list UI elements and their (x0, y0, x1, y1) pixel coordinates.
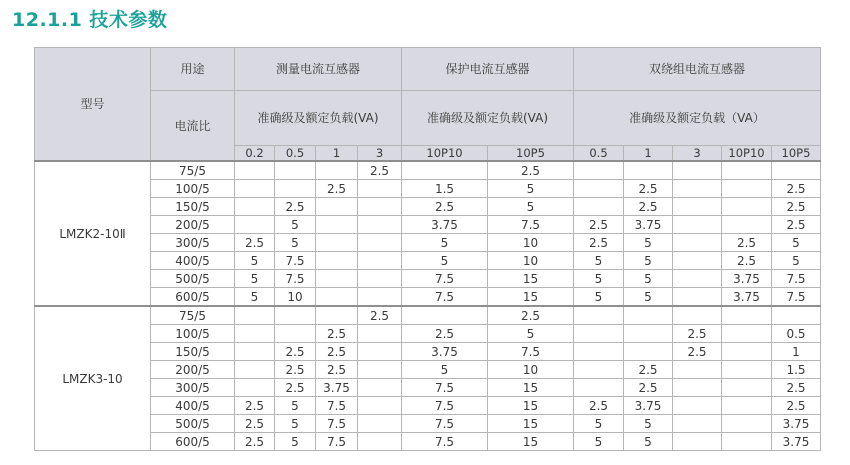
value-cell (358, 198, 402, 216)
value-cell (358, 180, 402, 198)
column-header: 0.5 (574, 146, 624, 162)
value-cell: 10 (488, 252, 574, 270)
value-cell (235, 306, 275, 325)
value-cell: 2.5 (316, 343, 358, 361)
value-cell (772, 161, 821, 180)
ratio-cell: 75/5 (151, 306, 235, 325)
value-cell: 2.5 (316, 180, 358, 198)
value-cell: 7.5 (488, 343, 574, 361)
table-row (35, 343, 821, 361)
value-cell (673, 234, 722, 252)
value-cell: 15 (488, 379, 574, 397)
table-row (35, 252, 821, 270)
table-row (35, 325, 821, 343)
header-protect-group: 保护电流互感器 (402, 48, 574, 91)
value-cell: 15 (488, 397, 574, 415)
value-cell: 2.5 (574, 397, 624, 415)
value-cell: 2.5 (235, 234, 275, 252)
column-header: 10P5 (772, 146, 821, 162)
value-cell (673, 361, 722, 379)
value-cell (235, 198, 275, 216)
column-header: 1 (624, 146, 673, 162)
value-cell: 2.5 (772, 198, 821, 216)
value-cell: 15 (488, 415, 574, 433)
value-cell: 1.5 (402, 180, 488, 198)
value-cell (235, 216, 275, 234)
value-cell (673, 216, 722, 234)
value-cell: 5 (574, 415, 624, 433)
value-cell: 5 (574, 433, 624, 451)
value-cell (722, 325, 772, 343)
value-cell: 5 (624, 270, 673, 288)
value-cell: 5 (402, 252, 488, 270)
value-cell (624, 343, 673, 361)
value-cell: 3.75 (402, 343, 488, 361)
header-accuracy-protect: 准确级及额定负载(VA) (402, 91, 574, 146)
value-cell: 7.5 (316, 433, 358, 451)
value-cell: 5 (275, 216, 316, 234)
value-cell: 3.75 (624, 216, 673, 234)
value-cell: 2.5 (235, 415, 275, 433)
value-cell: 2.5 (574, 234, 624, 252)
value-cell (673, 306, 722, 325)
value-cell (235, 361, 275, 379)
value-cell (673, 180, 722, 198)
value-cell (235, 325, 275, 343)
column-header: 1 (316, 146, 358, 162)
table-row (35, 433, 821, 451)
value-cell: 2.5 (235, 397, 275, 415)
value-cell (235, 379, 275, 397)
table-row (35, 161, 821, 180)
value-cell (358, 216, 402, 234)
value-cell (235, 343, 275, 361)
header-dual-group: 双绕组电流互感器 (574, 48, 821, 91)
value-cell: 15 (488, 433, 574, 451)
value-cell: 5 (624, 252, 673, 270)
value-cell (275, 180, 316, 198)
page-title: 12.1.1 技术参数 (12, 9, 168, 31)
value-cell (275, 325, 316, 343)
value-cell: 5 (235, 288, 275, 307)
value-cell (722, 397, 772, 415)
column-header: 10P5 (488, 146, 574, 162)
value-cell: 2.5 (235, 433, 275, 451)
value-cell (673, 433, 722, 451)
value-cell (275, 306, 316, 325)
ratio-cell: 600/5 (151, 433, 235, 451)
value-cell (624, 325, 673, 343)
table-row (35, 397, 821, 415)
value-cell: 5 (402, 234, 488, 252)
value-cell: 7.5 (316, 415, 358, 433)
header-accuracy-dual: 准确级及额定负载（VA） (574, 91, 821, 146)
value-cell (722, 216, 772, 234)
value-cell: 2.5 (772, 216, 821, 234)
value-cell (574, 379, 624, 397)
value-cell: 5 (235, 270, 275, 288)
value-cell: 2.5 (722, 234, 772, 252)
value-cell: 10 (488, 361, 574, 379)
ratio-cell: 500/5 (151, 270, 235, 288)
value-cell (673, 379, 722, 397)
value-cell (402, 306, 488, 325)
value-cell (722, 361, 772, 379)
value-cell: 7.5 (402, 433, 488, 451)
value-cell: 2.5 (488, 161, 574, 180)
value-cell: 0.5 (772, 325, 821, 343)
ratio-cell: 500/5 (151, 415, 235, 433)
value-cell: 7.5 (402, 415, 488, 433)
table-row (35, 379, 821, 397)
value-cell (358, 234, 402, 252)
value-cell (358, 433, 402, 451)
value-cell (574, 198, 624, 216)
value-cell: 7.5 (275, 270, 316, 288)
model-name: LMZK3-10 (35, 306, 151, 451)
value-cell (574, 161, 624, 180)
model-name: LMZK2-10Ⅱ (35, 161, 151, 306)
value-cell: 2.5 (624, 180, 673, 198)
value-cell (722, 198, 772, 216)
value-cell (722, 379, 772, 397)
value-cell (358, 397, 402, 415)
table-row (35, 270, 821, 288)
value-cell (235, 161, 275, 180)
column-header: 0.5 (275, 146, 316, 162)
ratio-cell: 300/5 (151, 234, 235, 252)
value-cell: 5 (624, 234, 673, 252)
value-cell: 7.5 (402, 288, 488, 307)
ratio-cell: 200/5 (151, 216, 235, 234)
value-cell: 5 (574, 270, 624, 288)
value-cell (673, 415, 722, 433)
value-cell: 2.5 (673, 343, 722, 361)
value-cell: 7.5 (402, 397, 488, 415)
table-row (35, 415, 821, 433)
value-cell (316, 161, 358, 180)
value-cell (574, 361, 624, 379)
value-cell (316, 288, 358, 307)
value-cell: 7.5 (316, 397, 358, 415)
value-cell (722, 415, 772, 433)
value-cell (772, 306, 821, 325)
table-row (35, 234, 821, 252)
value-cell (673, 270, 722, 288)
value-cell (673, 252, 722, 270)
value-cell (316, 306, 358, 325)
value-cell (316, 234, 358, 252)
value-cell: 2.5 (772, 180, 821, 198)
table-row (35, 306, 821, 325)
value-cell: 2.5 (402, 198, 488, 216)
ratio-cell: 150/5 (151, 343, 235, 361)
ratio-cell: 600/5 (151, 288, 235, 307)
value-cell (574, 343, 624, 361)
table-row (35, 216, 821, 234)
value-cell (316, 270, 358, 288)
value-cell: 5 (488, 180, 574, 198)
value-cell: 2.5 (275, 379, 316, 397)
value-cell: 15 (488, 288, 574, 307)
value-cell (402, 161, 488, 180)
value-cell: 5 (624, 415, 673, 433)
ratio-cell: 300/5 (151, 379, 235, 397)
value-cell: 15 (488, 270, 574, 288)
column-header: 10P10 (722, 146, 772, 162)
value-cell: 2.5 (275, 198, 316, 216)
value-cell: 7.5 (402, 379, 488, 397)
header-accuracy-measure: 准确级及额定负载(VA) (235, 91, 402, 146)
value-cell: 5 (574, 252, 624, 270)
column-header: 10P10 (402, 146, 488, 162)
value-cell: 5 (235, 252, 275, 270)
value-cell (673, 397, 722, 415)
ratio-cell: 100/5 (151, 325, 235, 343)
value-cell: 2.5 (488, 306, 574, 325)
column-header: 3 (358, 146, 402, 162)
value-cell: 10 (488, 234, 574, 252)
value-cell: 3.75 (722, 270, 772, 288)
ratio-cell: 100/5 (151, 180, 235, 198)
value-cell: 7.5 (488, 216, 574, 234)
value-cell: 7.5 (772, 288, 821, 307)
value-cell (722, 161, 772, 180)
value-cell (358, 252, 402, 270)
value-cell (722, 306, 772, 325)
value-cell (624, 306, 673, 325)
value-cell (358, 343, 402, 361)
value-cell (574, 325, 624, 343)
ratio-cell: 200/5 (151, 361, 235, 379)
value-cell: 2.5 (402, 325, 488, 343)
value-cell (574, 180, 624, 198)
value-cell: 2.5 (722, 252, 772, 270)
value-cell: 5 (772, 234, 821, 252)
value-cell: 3.75 (624, 397, 673, 415)
value-cell (673, 288, 722, 307)
table-row (35, 198, 821, 216)
value-cell: 2.5 (673, 325, 722, 343)
value-cell (673, 161, 722, 180)
value-cell: 3.75 (722, 288, 772, 307)
ratio-cell: 400/5 (151, 252, 235, 270)
value-cell (574, 306, 624, 325)
value-cell (235, 180, 275, 198)
value-cell (722, 343, 772, 361)
value-cell: 2.5 (316, 361, 358, 379)
value-cell: 5 (488, 325, 574, 343)
value-cell (316, 216, 358, 234)
value-cell: 2.5 (316, 325, 358, 343)
value-cell: 5 (772, 252, 821, 270)
value-cell (316, 252, 358, 270)
value-cell: 1 (772, 343, 821, 361)
value-cell: 7.5 (275, 252, 316, 270)
value-cell: 1.5 (772, 361, 821, 379)
value-cell: 3.75 (772, 415, 821, 433)
value-cell (624, 161, 673, 180)
value-cell: 3.75 (402, 216, 488, 234)
value-cell (358, 270, 402, 288)
ratio-cell: 75/5 (151, 161, 235, 180)
value-cell: 2.5 (624, 379, 673, 397)
value-cell: 2.5 (624, 361, 673, 379)
value-cell (358, 379, 402, 397)
value-cell (316, 198, 358, 216)
column-header: 3 (673, 146, 722, 162)
spec-table (34, 47, 821, 451)
value-cell (358, 288, 402, 307)
value-cell: 2.5 (624, 198, 673, 216)
header-model: 型号 (35, 48, 151, 162)
value-cell: 2.5 (358, 306, 402, 325)
value-cell: 7.5 (402, 270, 488, 288)
value-cell: 5 (624, 288, 673, 307)
header-usage: 用途 (151, 48, 235, 91)
value-cell: 5 (275, 397, 316, 415)
value-cell: 5 (275, 234, 316, 252)
value-cell: 5 (574, 288, 624, 307)
value-cell: 7.5 (772, 270, 821, 288)
header-ratio: 电流比 (151, 91, 235, 162)
value-cell (275, 161, 316, 180)
value-cell: 2.5 (772, 379, 821, 397)
table-row (35, 288, 821, 307)
value-cell (358, 361, 402, 379)
value-cell: 3.75 (772, 433, 821, 451)
value-cell: 3.75 (316, 379, 358, 397)
value-cell (673, 198, 722, 216)
value-cell (358, 415, 402, 433)
value-cell: 2.5 (275, 343, 316, 361)
value-cell: 2.5 (358, 161, 402, 180)
value-cell: 2.5 (574, 216, 624, 234)
column-header: 0.2 (235, 146, 275, 162)
ratio-cell: 400/5 (151, 397, 235, 415)
value-cell: 5 (275, 433, 316, 451)
value-cell: 5 (402, 361, 488, 379)
header-measure-group: 测量电流互感器 (235, 48, 402, 91)
value-cell (358, 325, 402, 343)
value-cell (722, 180, 772, 198)
value-cell: 10 (275, 288, 316, 307)
value-cell (722, 433, 772, 451)
value-cell: 5 (275, 415, 316, 433)
value-cell: 2.5 (772, 397, 821, 415)
table-row (35, 361, 821, 379)
value-cell: 5 (624, 433, 673, 451)
table-row (35, 180, 821, 198)
ratio-cell: 150/5 (151, 198, 235, 216)
value-cell: 5 (488, 198, 574, 216)
value-cell: 2.5 (275, 361, 316, 379)
